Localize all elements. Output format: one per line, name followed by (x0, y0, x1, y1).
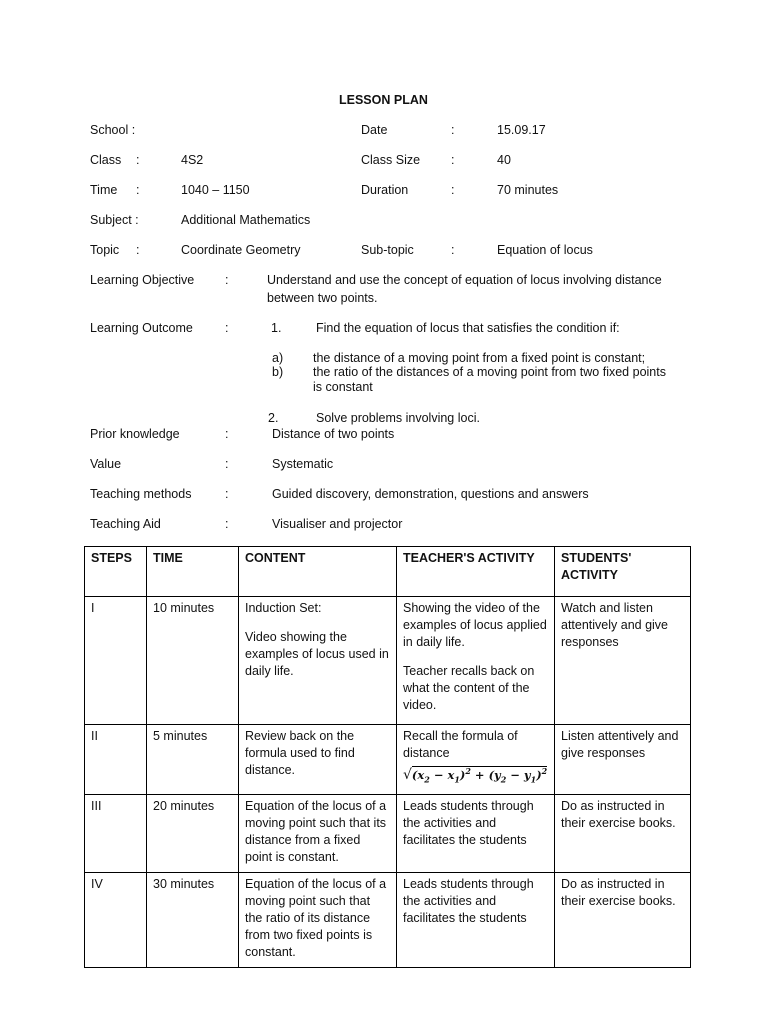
content-cell (239, 597, 397, 725)
value-label: Value (90, 457, 122, 471)
teacher-activity-text: Recall the formula of distance (403, 729, 518, 760)
teacher-activity-cell (397, 597, 555, 725)
outcome-sub-b-text-2: is constant (313, 380, 373, 394)
step-cell: II (85, 725, 147, 795)
duration-colon: : (451, 183, 455, 197)
table-row (85, 725, 691, 795)
prior-knowledge-colon: : (225, 427, 229, 441)
students-activity-cell: Watch and listen attentively and give responses (555, 597, 691, 725)
teaching-methods-label: Teaching methods (90, 487, 192, 501)
table-row (85, 597, 691, 725)
header-content: CONTENT (239, 547, 397, 597)
subtopic-label: Sub-topic (361, 243, 414, 257)
topic-label: Topic (90, 243, 120, 257)
outcome-item-2-text: Solve problems involving loci. (316, 411, 480, 425)
objective-line-2: between two points. (267, 291, 378, 305)
steps-table (84, 546, 691, 968)
duration-value: 70 minutes (497, 183, 559, 197)
subject-label: Subject : (90, 213, 139, 227)
step-cell: III (85, 795, 147, 873)
class-size-colon: : (451, 153, 455, 167)
outcome-sub-b-letter: b) (272, 365, 284, 379)
date-value: 15.09.17 (497, 123, 546, 137)
topic-colon: : (136, 243, 140, 257)
time-label: Time (90, 183, 118, 197)
date-colon: : (451, 123, 455, 137)
date-label: Date (361, 123, 388, 137)
objective-line-1: Understand and use the concept of equation of locus involving distance (267, 273, 662, 287)
teacher-activity-text: Showing the video of the examples of locus applied in daily life. (403, 601, 547, 649)
outcome-label: Learning Outcome (90, 321, 193, 335)
teaching-aid-colon: : (225, 517, 229, 531)
class-size-label: Class Size (361, 153, 421, 167)
outcome-sub-a-text: the distance of a moving point from a fixed point is constant; (313, 351, 646, 365)
header-teachers-activity: TEACHER'S ACTIVITY (397, 547, 555, 597)
outcome-sub-b-text-1: the ratio of the distances of a moving point from two fixed points (313, 365, 666, 379)
class-label: Class (90, 153, 122, 167)
subtopic-value: Equation of locus (497, 243, 593, 257)
duration-label: Duration (361, 183, 409, 197)
step-cell: I (85, 597, 147, 725)
teacher-activity-text: Teacher recalls back on what the content of the video. (403, 664, 535, 712)
prior-knowledge-value: Distance of two points (272, 427, 395, 441)
time-value: 1040 – 1150 (181, 183, 250, 197)
teaching-methods-colon: : (225, 487, 229, 501)
teacher-activity-cell: Leads students through the activities and facilitates the students (397, 873, 555, 968)
objective-label: Learning Objective (90, 273, 195, 287)
teaching-methods-value: Guided discovery, demonstration, questions and answers (272, 487, 589, 501)
outcome-item-1-number: 1. (271, 321, 282, 335)
teacher-activity-cell: Leads students through the activities and facilitates the students (397, 795, 555, 873)
class-value: 4S2 (181, 153, 204, 167)
teacher-activity-cell (397, 725, 555, 795)
subtopic-colon: : (451, 243, 455, 257)
header-steps: STEPS (85, 547, 147, 597)
time-cell: 10 minutes (147, 597, 239, 725)
page-title: LESSON PLAN (339, 93, 428, 107)
class-colon: : (136, 153, 140, 167)
header-students-activity: STUDENTS' ACTIVITY (555, 547, 691, 597)
outcome-item-1-text: Find the equation of locus that satisfies the condition if: (316, 321, 620, 335)
content-heading: Induction Set: (245, 601, 322, 615)
outcome-colon: : (225, 321, 229, 335)
objective-colon: : (225, 273, 229, 287)
value-value: Systematic (272, 457, 334, 471)
content-cell: Equation of the locus of a moving point such that its distance from a fixed point is constant. (239, 795, 397, 873)
outcome-item-2-number: 2. (268, 411, 279, 425)
time-colon: : (136, 183, 140, 197)
topic-value: Coordinate Geometry (181, 243, 301, 257)
content-cell: Equation of the locus of a moving point such that the ratio of its distance from two fixed points is constant. (239, 873, 397, 968)
time-cell: 20 minutes (147, 795, 239, 873)
header-time: TIME (147, 547, 239, 597)
content-text: Video showing the examples of locus used in daily life. (245, 630, 389, 678)
students-activity-cell: Do as instructed in their exercise books. (555, 795, 691, 873)
teaching-aid-value: Visualiser and projector (272, 517, 403, 531)
outcome-sub-a-letter: a) (272, 351, 284, 365)
students-activity-cell: Listen attentively and give responses (555, 725, 691, 795)
students-activity-cell: Do as instructed in their exercise books. (555, 873, 691, 968)
content-cell: Review back on the formula used to find distance. (239, 725, 397, 795)
school-label: School : (90, 123, 136, 137)
prior-knowledge-label: Prior knowledge (90, 427, 180, 441)
step-cell: IV (85, 873, 147, 968)
teaching-aid-label: Teaching Aid (90, 517, 161, 531)
time-cell: 30 minutes (147, 873, 239, 968)
distance-formula: $√(x_2 - x_1)^2 + (y_2 - y_1)^2$ (403, 766, 548, 785)
subject-value: Additional Mathematics (181, 213, 311, 227)
time-cell: 5 minutes (147, 725, 239, 795)
table-row (85, 873, 691, 968)
value-colon: : (225, 457, 229, 471)
table-row (85, 795, 691, 873)
table-header-row (85, 547, 691, 597)
class-size-value: 40 (497, 153, 511, 167)
